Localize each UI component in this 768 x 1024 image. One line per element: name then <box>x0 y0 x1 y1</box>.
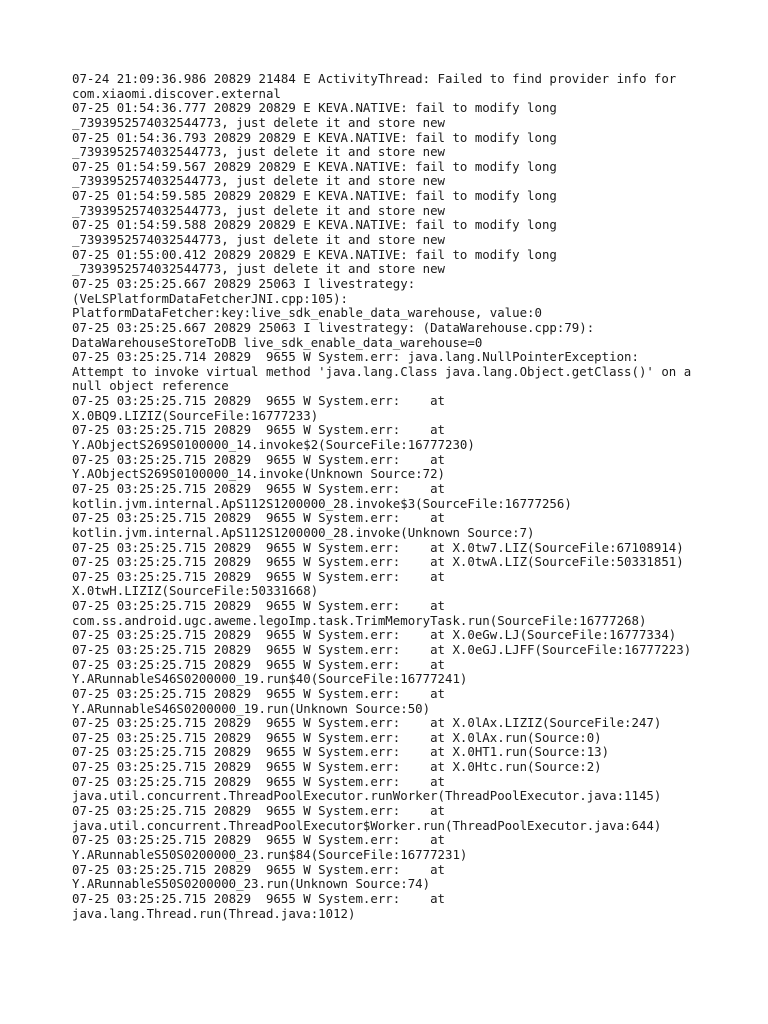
log-line: _739395257403254477З, just delete it and store new <box>72 144 445 160</box>
log-line: 07-25 03:25:25.715 20829 9655 W System.err: at X.0lAx.run(Source:0) <box>72 729 602 745</box>
log-line: 07-25 03:25:25.715 20829 9655 W System.err: at X.0eGJ.LJFF(SourceFile:16777223) <box>72 641 692 657</box>
log-line: 07-25 03:25:25.714 20829 9655 W System.err: java.lang.NullPointerException: <box>72 349 639 365</box>
log-line: 07-25 03:25:25.715 20829 9655 W System.err: at <box>72 890 445 906</box>
log-line: 07-25 01:54:59.567 20829 20829 E KEVA.NATIVE: fail to modify long <box>72 158 557 174</box>
log-line: 07-25 03:25:25.715 20829 9655 W System.err: at <box>72 568 445 584</box>
log-line: 07-25 03:25:25.715 20829 9655 W System.err: at X.0HT1.run(Source:13) <box>72 744 610 760</box>
log-line: 07-25 03:25:25.715 20829 9655 W System.err: at <box>72 422 445 438</box>
log-line: com.xiaomi.discover.external <box>72 85 281 101</box>
log-line: _739395257403254477З, just delete it and store new <box>72 202 445 218</box>
log-line: java.lang.Thread.run(Thread.java:1012) <box>72 905 356 921</box>
log-line: 07-25 03:25:25.715 20829 9655 W System.err: at <box>72 773 445 789</box>
log-line: DataWarehouseStoreToDB live_sdk_enable_data_warehouse=0 <box>72 334 483 350</box>
log-line: 07-25 01:54:36.793 20829 20829 E KEVA.NATIVE: fail to modify long <box>72 129 557 145</box>
log-line: 07-25 01:55:00.412 20829 20829 E KEVA.NATIVE: fail to modify long <box>72 246 557 262</box>
log-line: 07-25 01:54:59.588 20829 20829 E KEVA.NATIVE: fail to modify long <box>72 217 557 233</box>
log-line: 07-25 03:25:25.715 20829 9655 W System.err: at <box>72 510 445 526</box>
log-line: PlatformDataFetcher:key:live_sdk_enable_data_warehouse, value:0 <box>72 305 542 321</box>
log-line: 07-25 03:25:25.715 20829 9655 W System.err: at X.0tw7.LIZ(SourceFile:67108914) <box>72 539 684 555</box>
log-line: Y.ARunnableS50S0200000_23.run$84(SourceFile:16777231) <box>72 846 468 862</box>
log-line: com.ss.android.ugc.aweme.legoImp.task.TrimMemoryTask.run(SourceFile:16777268) <box>72 612 647 628</box>
log-line: 07-25 03:25:25.715 20829 9655 W System.err: at <box>72 685 445 701</box>
log-line: Y.AObjectS269S0100000_14.invoke$2(SourceFile:16777230) <box>72 437 475 453</box>
log-line: 07-25 01:54:36.777 20829 20829 E KEVA.NATIVE: fail to modify long <box>72 100 557 116</box>
log-line: 07-25 03:25:25.667 20829 25063 I livestrategy: (DataWarehouse.cpp:79): <box>72 319 595 335</box>
log-line: Y.ARunnableS50S0200000_23.run(Unknown Source:74) <box>72 876 431 892</box>
log-line: 07-25 03:25:25.715 20829 9655 W System.err: at X.0eGw.LJ(SourceFile:16777334) <box>72 627 677 643</box>
log-line: 07-25 03:25:25.715 20829 9655 W System.err: at <box>72 393 445 409</box>
log-line: 07-25 03:25:25.715 20829 9655 W System.err: at <box>72 656 445 672</box>
log-line: 07-25 03:25:25.715 20829 9655 W System.err: at <box>72 451 445 467</box>
log-line: 07-25 03:25:25.715 20829 9655 W System.err: at X.0Htc.run(Source:2) <box>72 759 602 775</box>
log-line: 07-25 03:25:25.715 20829 9655 W System.err: at <box>72 598 445 614</box>
log-line: 07-25 03:25:25.715 20829 9655 W System.err: at <box>72 803 445 819</box>
log-line: kotlin.jvm.internal.ApS112S1200000_28.invoke(Unknown Source:7) <box>72 524 535 540</box>
log-line: 07-25 03:25:25.715 20829 9655 W System.err: at <box>72 480 445 496</box>
log-line: Attempt to invoke virtual method 'java.lang.Class java.lang.Object.getClass()' on a <box>72 363 692 379</box>
log-text-block <box>72 72 732 921</box>
log-line: Y.ARunnableS46S0200000_19.run$40(SourceFile:16777241) <box>72 671 468 687</box>
log-line: 07-25 03:25:25.715 20829 9655 W System.err: at <box>72 832 445 848</box>
log-line: 07-25 03:25:25.715 20829 9655 W System.err: at X.0lAx.LIZIZ(SourceFile:247) <box>72 715 662 731</box>
log-line: (VeLSPlatformDataFetcherJNI.cpp:105): <box>72 290 349 306</box>
log-line: 07-24 21:09:36.986 20829 21484 E ActivityThread: Failed to find provider info for <box>72 71 677 86</box>
log-line: Y.ARunnableS46S0200000_19.run(Unknown Source:50) <box>72 700 431 716</box>
log-line: X.0twH.LIZIZ(SourceFile:50331668) <box>72 583 319 599</box>
log-line: null object reference <box>72 378 229 394</box>
log-line: Y.AObjectS269S0100000_14.invoke(Unknown Source:72) <box>72 466 445 482</box>
log-line: _739395257403254477З, just delete it and store new <box>72 114 445 130</box>
log-line: _739395257403254477З, just delete it and store new <box>72 232 445 248</box>
log-line: java.util.concurrent.ThreadPoolExecutor.runWorker(ThreadPoolExecutor.java:1145) <box>72 788 662 804</box>
log-line: X.0BQ9.LIZIZ(SourceFile:16777233) <box>72 407 319 423</box>
log-line: java.util.concurrent.ThreadPoolExecutor$Worker.run(ThreadPoolExecutor.java:644) <box>72 817 662 833</box>
log-line: 07-25 01:54:59.585 20829 20829 E KEVA.NATIVE: fail to modify long <box>72 188 557 204</box>
log-line: 07-25 03:25:25.715 20829 9655 W System.err: at X.0twA.LIZ(SourceFile:50331851) <box>72 554 684 570</box>
log-line: 07-25 03:25:25.715 20829 9655 W System.err: at <box>72 861 445 877</box>
log-line: _739395257403254477З, just delete it and store new <box>72 261 445 277</box>
log-line: 07-25 03:25:25.667 20829 25063 I livestrategy: <box>72 275 416 291</box>
log-line: _739395257403254477З, just delete it and store new <box>72 173 445 189</box>
log-line: kotlin.jvm.internal.ApS112S1200000_28.invoke$3(SourceFile:16777256) <box>72 495 572 511</box>
